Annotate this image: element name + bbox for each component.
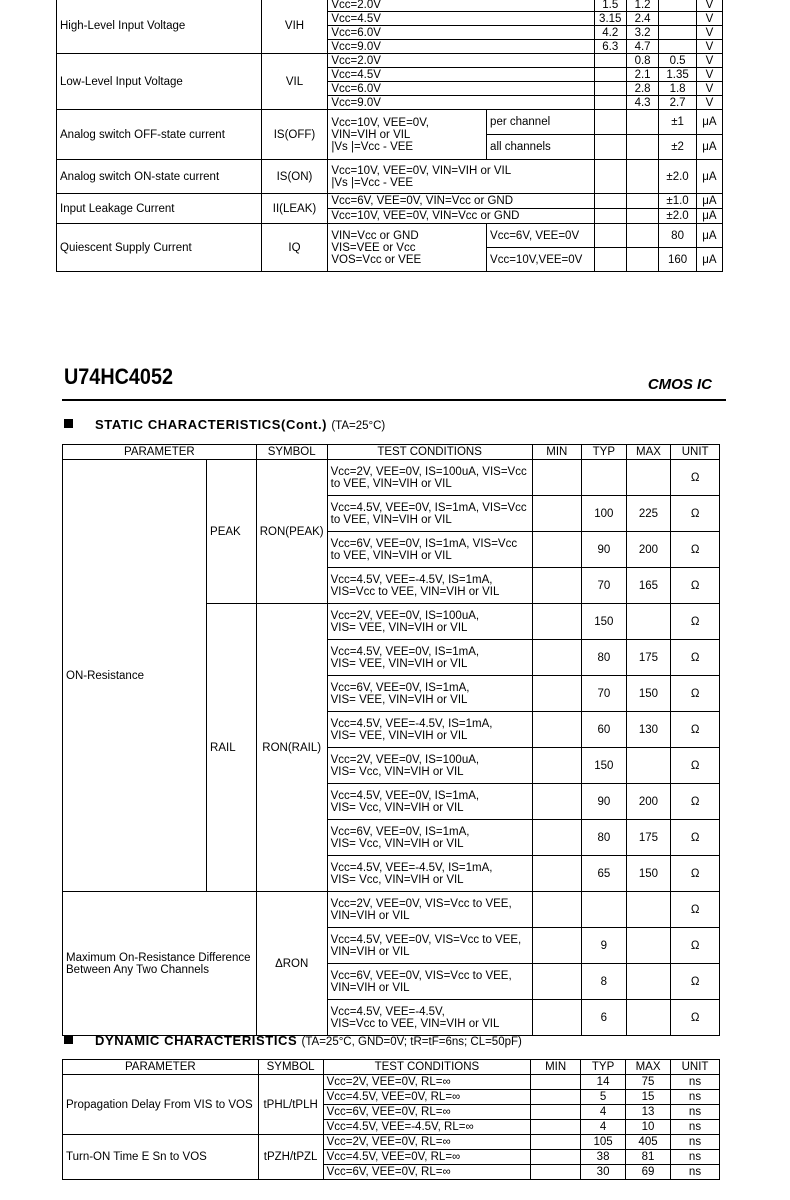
cond-line: VIS= Vcc, VIN=VIH or VIL — [330, 837, 464, 850]
typ-cell: 80 — [582, 820, 627, 856]
max-cell: 69 — [626, 1165, 671, 1180]
typ-cell: 2.8 — [626, 82, 658, 96]
dynamic-section-title — [64, 1033, 522, 1048]
cond-line: to VEE, VIN=VIH or VIL — [330, 477, 452, 490]
max-cell: ±2.0 — [659, 160, 697, 194]
table-row — [63, 460, 720, 496]
dynamic-section-cond: (TA=25°C, GND=0V; tR=tF=6ns; CL=50pF) — [301, 1036, 522, 1048]
dynamic-characteristics-table — [62, 1059, 720, 1180]
test-condition-cell — [327, 568, 532, 604]
cond-line: Vcc=4.5V, VEE=0V, IS=1mA, VIS=Vcc — [330, 501, 527, 514]
table-cell — [594, 194, 626, 209]
typ-cell: 3.2 — [626, 26, 658, 40]
sub-condition-cell: all channels — [487, 135, 595, 160]
test-condition-cell: Vcc=9.0V — [328, 96, 594, 110]
test-condition-cell — [327, 820, 532, 856]
min-cell: 1.5 — [594, 0, 626, 12]
min-cell — [594, 68, 626, 82]
test-condition-cell: Vcc=6V, VEE=0V, VIN=Vcc or GND — [328, 194, 594, 209]
test-condition-cell — [327, 496, 532, 532]
typ-cell — [582, 460, 627, 496]
typ-cell: 4 — [581, 1105, 626, 1120]
cond-line: Vcc=2V, VEE=0V, IS=100uA, — [330, 609, 480, 622]
cond-line: Vcc=2V, VEE=0V, IS=100uA, VIS=Vcc — [330, 465, 527, 478]
table-cell — [594, 248, 626, 272]
parameter-cell: Maximum On-Resistance Difference Between Any Two Channels — [63, 892, 257, 1036]
typ-cell: 2.4 — [626, 12, 658, 26]
cond-line: VIS= VEE, VIN=VIH or VIL — [330, 657, 468, 670]
max-cell: 175 — [626, 640, 671, 676]
cond-line: Vcc=4.5V, VEE=-4.5V, IS=1mA, — [330, 573, 493, 586]
max-cell: 200 — [626, 532, 671, 568]
parameter-cell: Turn-ON Time E Sn to VOS — [63, 1135, 259, 1180]
unit-cell: ns — [671, 1150, 720, 1165]
table-cell — [531, 1135, 581, 1150]
min-cell — [594, 96, 626, 110]
header-typ: TYP — [582, 445, 627, 460]
typ-cell: 8 — [582, 964, 627, 1000]
cond-line: Vcc=4.5V, VEE=-4.5V, IS=1mA, — [330, 861, 493, 874]
cond-line: |Vs |=Vcc - VEE — [331, 140, 414, 153]
unit-cell: Ω — [671, 712, 720, 748]
unit-cell: V — [696, 12, 722, 26]
cond-line: VIS= VEE, VIN=VIH or VIL — [330, 693, 468, 706]
table-row — [63, 1075, 720, 1090]
test-condition-cell: Vcc=10V, VEE=0V, VIN=Vcc or GND — [328, 209, 594, 224]
test-condition-cell: Vcc=4.5V, VEE=-4.5V, RL=∞ — [323, 1120, 531, 1135]
unit-cell: Ω — [671, 748, 720, 784]
parameter-cell: High-Level Input Voltage — [57, 0, 262, 54]
test-condition-cell — [327, 784, 532, 820]
static-characteristics-table — [62, 444, 720, 1036]
cond-line: VIS=Vcc to VEE, VIN=VIH or VIL — [330, 585, 500, 598]
table-cell — [531, 1120, 581, 1135]
cond-line: VIS= Vcc, VIN=VIH or VIL — [330, 765, 464, 778]
table-row — [57, 194, 723, 209]
cond-line: Vcc=6V, VEE=0V, IS=1mA, VIS=Vcc — [330, 537, 518, 550]
cond-line: VIS= VEE, VIN=VIH or VIL — [330, 621, 468, 634]
min-cell: 4.2 — [594, 26, 626, 40]
header-symbol: SYMBOL — [258, 1060, 323, 1075]
typ-cell: 9 — [582, 928, 627, 964]
typ-cell: 60 — [582, 712, 627, 748]
typ-cell: 4.3 — [626, 96, 658, 110]
max-cell: 130 — [626, 712, 671, 748]
test-condition-cell — [327, 604, 532, 640]
typ-cell: 0.8 — [626, 54, 658, 68]
parameter-cell: ON-Resistance — [63, 460, 207, 892]
test-condition-cell: Vcc=6V, VEE=0V, RL=∞ — [323, 1105, 531, 1120]
table-cell — [532, 676, 581, 712]
table-row — [63, 892, 720, 928]
max-cell — [659, 40, 697, 54]
max-cell: 225 — [626, 496, 671, 532]
table-cell — [626, 135, 658, 160]
typ-cell: 70 — [582, 676, 627, 712]
table-cell — [626, 209, 658, 224]
max-cell: 80 — [659, 224, 697, 248]
test-condition-cell: Vcc=4.5V, VEE=0V, RL=∞ — [323, 1150, 531, 1165]
table-cell — [532, 460, 581, 496]
table-row — [63, 1135, 720, 1150]
table-row — [57, 224, 723, 248]
header-unit: UNIT — [671, 1060, 720, 1075]
table-cell — [594, 110, 626, 135]
unit-cell: ns — [671, 1105, 720, 1120]
cond-line: Vcc=2V, VEE=0V, VIS=Vcc to VEE, — [330, 897, 512, 910]
cond-line: Vcc=6V, VEE=0V, IS=1mA, — [330, 681, 470, 694]
cond-line: VIS= Vcc, VIN=VIH or VIL — [330, 873, 464, 886]
header-unit: UNIT — [671, 445, 720, 460]
max-cell: 0.5 — [659, 54, 697, 68]
table-cell — [531, 1150, 581, 1165]
unit-cell: V — [696, 0, 722, 12]
max-cell: 150 — [626, 856, 671, 892]
unit-cell: Ω — [671, 928, 720, 964]
typ-cell: 90 — [582, 784, 627, 820]
test-condition-cell — [328, 110, 487, 160]
static-section-title — [64, 417, 385, 432]
test-condition-cell — [327, 712, 532, 748]
table-cell — [626, 194, 658, 209]
typ-cell: 90 — [582, 532, 627, 568]
max-cell — [626, 604, 671, 640]
cond-line: Vcc=4.5V, VEE=-4.5V, IS=1mA, — [330, 717, 493, 730]
max-cell: ±2 — [659, 135, 697, 160]
test-condition-cell — [327, 532, 532, 568]
cond-line: Vcc=4.5V, VEE=0V, VIS=Vcc to VEE, — [330, 933, 522, 946]
typ-cell — [582, 892, 627, 928]
parameter-cell: Analog switch OFF-state current — [57, 110, 262, 160]
table-cell — [594, 135, 626, 160]
max-cell — [659, 12, 697, 26]
unit-cell: Ω — [671, 460, 720, 496]
unit-cell: Ω — [671, 784, 720, 820]
max-cell: ±2.0 — [659, 209, 697, 224]
test-condition-cell — [327, 460, 532, 496]
table-cell — [531, 1090, 581, 1105]
test-condition-cell: Vcc=2V, VEE=0V, RL=∞ — [323, 1075, 531, 1090]
cond-line: to VEE, VIN=VIH or VIL — [330, 549, 452, 562]
cond-line: VIN=VIH or VIL — [331, 128, 411, 141]
unit-cell: Ω — [671, 496, 720, 532]
table-cell — [594, 209, 626, 224]
test-condition-cell: Vcc=6.0V — [328, 82, 594, 96]
table-row — [57, 110, 723, 135]
table-row — [63, 445, 720, 460]
test-condition-cell — [327, 748, 532, 784]
table-cell — [531, 1105, 581, 1120]
cond-line: Vcc=6V, VEE=0V, IS=1mA, — [330, 825, 470, 838]
test-condition-cell: Vcc=2.0V — [328, 54, 594, 68]
typ-cell: 100 — [582, 496, 627, 532]
dynamic-title-text: DYNAMIC CHARACTERISTICS — [95, 1033, 298, 1048]
unit-cell: Ω — [671, 964, 720, 1000]
table-cell — [532, 712, 581, 748]
max-cell: 200 — [626, 784, 671, 820]
unit-cell: Ω — [671, 532, 720, 568]
parameter-cell: Low-Level Input Voltage — [57, 54, 262, 110]
symbol-cell: RON(PEAK) — [256, 460, 327, 604]
max-cell: 10 — [626, 1120, 671, 1135]
test-condition-cell — [328, 160, 594, 194]
typ-cell: 5 — [581, 1090, 626, 1105]
unit-cell: μA — [696, 248, 722, 272]
unit-cell: Ω — [671, 1000, 720, 1036]
test-condition-cell: Vcc=6.0V — [328, 26, 594, 40]
doc-tag: CMOS IC — [647, 376, 712, 393]
table-cell — [594, 224, 626, 248]
table-cell — [532, 568, 581, 604]
symbol-cell: ΔRON — [256, 892, 327, 1036]
typ-cell: 150 — [582, 748, 627, 784]
part-number-title: U74HC4052 — [64, 364, 173, 389]
table-cell — [626, 928, 671, 964]
header-rule — [62, 399, 726, 401]
max-cell: 13 — [626, 1105, 671, 1120]
max-cell — [626, 748, 671, 784]
table-row — [57, 54, 723, 68]
unit-cell: ns — [671, 1165, 720, 1180]
test-condition-cell: Vcc=2.0V — [328, 0, 594, 12]
max-cell: 15 — [626, 1090, 671, 1105]
typ-cell: 150 — [582, 604, 627, 640]
typ-cell: 70 — [582, 568, 627, 604]
header-parameter: PARAMETER — [63, 445, 257, 460]
table-cell — [532, 532, 581, 568]
parameter-cell: Propagation Delay From VIS to VOS — [63, 1075, 259, 1135]
table-cell — [532, 1000, 581, 1036]
symbol-cell: IS(OFF) — [261, 110, 328, 160]
static-section-cond: (TA=25°C) — [331, 420, 386, 432]
symbol-cell: tPHL/tPLH — [258, 1075, 323, 1135]
unit-cell: Ω — [671, 640, 720, 676]
unit-cell: Ω — [671, 892, 720, 928]
unit-cell: μA — [696, 224, 722, 248]
symbol-cell: tPZH/tPZL — [258, 1135, 323, 1180]
typ-cell: 38 — [581, 1150, 626, 1165]
table-cell — [626, 1000, 671, 1036]
test-condition-cell: Vcc=6V, VEE=0V, RL=∞ — [323, 1165, 531, 1180]
cond-line: VIS= VEE, VIN=VIH or VIL — [330, 729, 468, 742]
table-cell — [532, 964, 581, 1000]
unit-cell: μA — [696, 110, 722, 135]
unit-cell: Ω — [671, 568, 720, 604]
typ-cell: 105 — [581, 1135, 626, 1150]
table-row — [63, 1060, 720, 1075]
test-condition-cell — [327, 964, 532, 1000]
max-cell — [659, 0, 697, 12]
unit-cell: V — [696, 40, 722, 54]
table-cell — [532, 496, 581, 532]
bullet-icon — [64, 419, 73, 428]
cond-line: VIN=VIH or VIL — [330, 981, 410, 994]
table-cell — [532, 820, 581, 856]
max-cell — [626, 460, 671, 496]
parameter-cell: Quiescent Supply Current — [57, 224, 262, 272]
unit-cell: V — [696, 82, 722, 96]
cond-line: Vcc=6V, VEE=0V, VIS=Vcc to VEE, — [330, 969, 512, 982]
typ-cell: 1.2 — [626, 0, 658, 12]
table-cell — [626, 248, 658, 272]
header-symbol: SYMBOL — [256, 445, 327, 460]
unit-cell: μA — [696, 135, 722, 160]
unit-cell: ns — [671, 1075, 720, 1090]
header-min: MIN — [532, 445, 581, 460]
static-title-text: STATIC CHARACTERISTICS(Cont.) — [95, 417, 328, 432]
max-cell: 2.7 — [659, 96, 697, 110]
symbol-cell: II(LEAK) — [261, 194, 328, 224]
symbol-cell: IS(ON) — [261, 160, 328, 194]
cond-line: VIS=VEE or Vcc — [331, 241, 416, 254]
table-cell — [626, 160, 658, 194]
unit-cell: Ω — [671, 856, 720, 892]
table-cell — [626, 224, 658, 248]
max-cell: 405 — [626, 1135, 671, 1150]
test-condition-cell — [327, 1000, 532, 1036]
cond-line: |Vs |=Vcc - VEE — [331, 176, 414, 189]
cond-line: VIN=Vcc or GND — [331, 229, 419, 242]
table-cell — [532, 892, 581, 928]
unit-cell: V — [696, 68, 722, 82]
unit-cell: Ω — [671, 604, 720, 640]
table-cell — [626, 964, 671, 1000]
cond-line: VIN=VIH or VIL — [330, 945, 410, 958]
table-cell — [532, 928, 581, 964]
typ-cell: 2.1 — [626, 68, 658, 82]
typ-cell: 65 — [582, 856, 627, 892]
typ-cell: 30 — [581, 1165, 626, 1180]
typ-cell: 6 — [582, 1000, 627, 1036]
table-cell — [532, 856, 581, 892]
header-typ: TYP — [581, 1060, 626, 1075]
max-cell: 1.35 — [659, 68, 697, 82]
parameter-cell: Analog switch ON-state current — [57, 160, 262, 194]
test-condition-cell — [327, 640, 532, 676]
unit-cell: ns — [671, 1090, 720, 1105]
header-max: MAX — [626, 1060, 671, 1075]
unit-cell: Ω — [671, 820, 720, 856]
table-cell — [531, 1165, 581, 1180]
bullet-icon — [64, 1035, 73, 1044]
cond-line: Vcc=4.5V, VEE=-4.5V, — [330, 1005, 445, 1018]
max-cell: 81 — [626, 1150, 671, 1165]
table-cell — [532, 604, 581, 640]
typ-cell: 4.7 — [626, 40, 658, 54]
min-cell: 6.3 — [594, 40, 626, 54]
table-cell — [532, 748, 581, 784]
test-condition-cell — [328, 224, 487, 272]
min-cell — [594, 54, 626, 68]
unit-cell: V — [696, 26, 722, 40]
max-cell: 160 — [659, 248, 697, 272]
table-cell — [531, 1075, 581, 1090]
unit-cell: μA — [696, 160, 722, 194]
min-cell: 3.15 — [594, 12, 626, 26]
test-condition-cell — [327, 856, 532, 892]
max-cell: 75 — [626, 1075, 671, 1090]
max-cell: 150 — [626, 676, 671, 712]
unit-cell: ns — [671, 1135, 720, 1150]
unit-cell: V — [696, 54, 722, 68]
subparameter-cell: RAIL — [207, 604, 257, 892]
max-cell: 1.8 — [659, 82, 697, 96]
max-cell: ±1 — [659, 110, 697, 135]
header-test-conditions: TEST CONDITIONS — [327, 445, 532, 460]
table-cell — [532, 784, 581, 820]
symbol-cell: VIL — [261, 54, 328, 110]
typ-cell: 14 — [581, 1075, 626, 1090]
header-test-conditions: TEST CONDITIONS — [323, 1060, 531, 1075]
top-characteristics-table — [56, 0, 723, 272]
max-cell: 175 — [626, 820, 671, 856]
unit-cell: μA — [696, 194, 722, 209]
max-cell — [659, 26, 697, 40]
cond-line: to VEE, VIN=VIH or VIL — [330, 513, 452, 526]
cond-line: Vcc=4.5V, VEE=0V, IS=1mA, — [330, 789, 480, 802]
sub-condition-cell: per channel — [487, 110, 595, 135]
symbol-cell: RON(RAIL) — [256, 604, 327, 892]
cond-line: VIS=Vcc to VEE, VIN=VIH or VIL — [330, 1017, 500, 1030]
parameter-cell: Input Leakage Current — [57, 194, 262, 224]
test-condition-cell: Vcc=2V, VEE=0V, RL=∞ — [323, 1135, 531, 1150]
cond-line: VIN=VIH or VIL — [330, 909, 410, 922]
table-row — [57, 0, 723, 12]
cond-line: VOS=Vcc or VEE — [331, 253, 422, 266]
cond-line: Vcc=2V, VEE=0V, IS=100uA, — [330, 753, 480, 766]
cond-line: Vcc=10V, VEE=0V, VIN=VIH or VIL — [331, 164, 512, 177]
sub-condition-cell: Vcc=10V,VEE=0V — [487, 248, 595, 272]
typ-cell: 4 — [581, 1120, 626, 1135]
table-cell — [626, 892, 671, 928]
test-condition-cell: Vcc=9.0V — [328, 40, 594, 54]
test-condition-cell: Vcc=4.5V — [328, 68, 594, 82]
test-condition-cell — [327, 928, 532, 964]
sub-condition-cell: Vcc=6V, VEE=0V — [487, 224, 595, 248]
typ-cell: 80 — [582, 640, 627, 676]
subparameter-cell: PEAK — [207, 460, 257, 604]
min-cell — [594, 82, 626, 96]
test-condition-cell — [327, 892, 532, 928]
header-min: MIN — [531, 1060, 581, 1075]
symbol-cell: IQ — [261, 224, 328, 272]
table-cell — [626, 110, 658, 135]
max-cell: ±1.0 — [659, 194, 697, 209]
test-condition-cell — [327, 676, 532, 712]
max-cell: 165 — [626, 568, 671, 604]
unit-cell: Ω — [671, 676, 720, 712]
cond-line: Vcc=4.5V, VEE=0V, IS=1mA, — [330, 645, 480, 658]
symbol-cell: VIH — [261, 0, 328, 54]
cond-line: Vcc=10V, VEE=0V, — [331, 116, 430, 129]
unit-cell: V — [696, 96, 722, 110]
unit-cell: ns — [671, 1120, 720, 1135]
header-max: MAX — [626, 445, 671, 460]
table-cell — [532, 640, 581, 676]
cond-line: VIS= Vcc, VIN=VIH or VIL — [330, 801, 464, 814]
table-cell — [594, 160, 626, 194]
test-condition-cell: Vcc=4.5V, VEE=0V, RL=∞ — [323, 1090, 531, 1105]
unit-cell: μA — [696, 209, 722, 224]
test-condition-cell: Vcc=4.5V — [328, 12, 594, 26]
table-row — [57, 160, 723, 194]
header-parameter: PARAMETER — [63, 1060, 259, 1075]
